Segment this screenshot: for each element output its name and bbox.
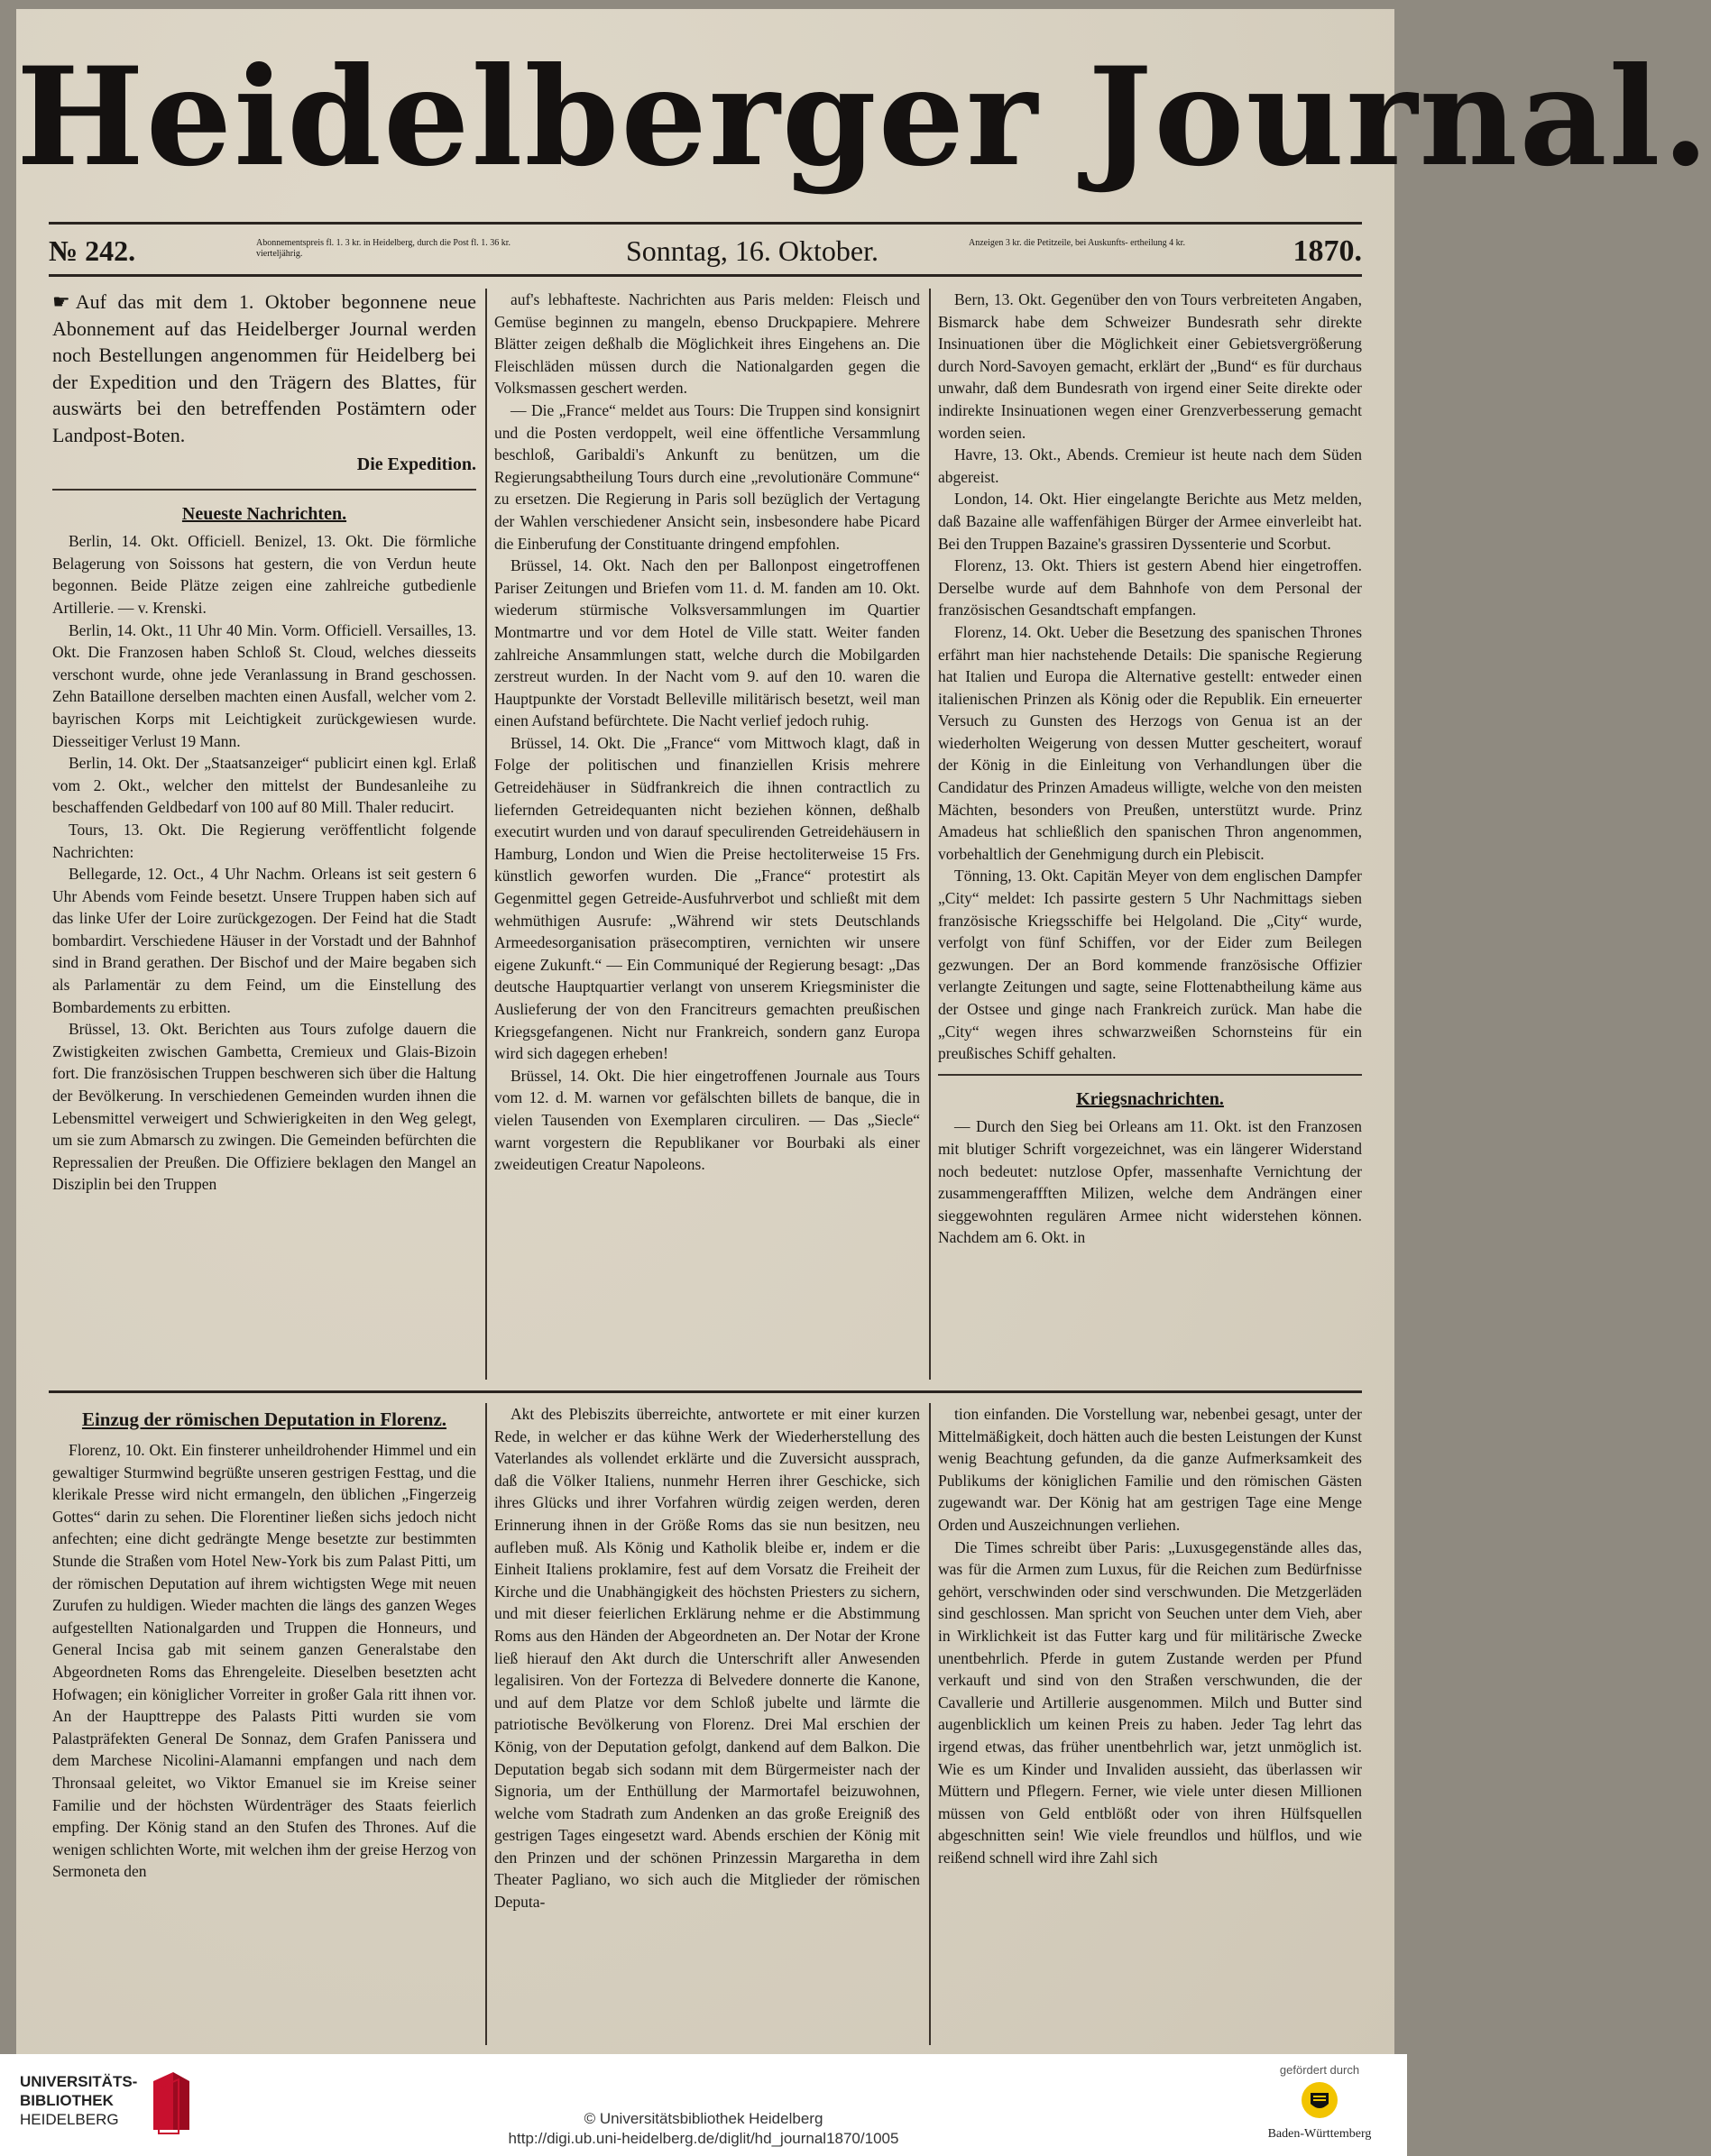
article-paragraph: — Durch den Sieg bei Orleans am 11. Okt. ist den Franzosen mit blutiger Schrift vorgezeichnet, was ein längerer Widerstand noch bedeutet: nutzlose Opfer, massenhafte Vernichtung der zusammengeraffften Milizen, welche dem Andrängen einer sieggewohnten regulären Armee nicht widerstehen können. Nachdem am 6. Okt. in <box>938 1117 1362 1247</box>
sponsor-name: Baden-Württemberg <box>1267 2127 1372 2141</box>
article-paragraph: Brüssel, 14. Okt. Die hier eingetroffenen Journale aus Tours vom 12. d. M. warnen vor gefälschten billets de banque, die in vielen Tausenden von Exemplaren circuliren. — Das „Siecle“ warnt vorgestern die Republikaner vor Bourbaki als einer zweideutigen Creatur Napoleons. <box>494 1066 920 1174</box>
pointing-hand-icon: ☛ <box>52 290 70 313</box>
footer <box>0 2054 1407 2156</box>
war-news-rule <box>938 1074 1362 1076</box>
article-paragraph: Berlin, 14. Okt. Der „Staatsanzeiger“ publicirt einen kgl. Erlaß vom 2. Okt., welcher den mittelst der Bundesanleihe zu beschaffenden Geldbedarf von 100 auf 80 Mill. Thaler reducirt. <box>52 754 476 817</box>
top-rule <box>49 222 1362 225</box>
column-3 <box>938 289 1362 1380</box>
column-2 <box>494 289 920 1380</box>
article-paragraph: Brüssel, 14. Okt. Die „France“ vom Mittwoch klagt, daß in Folge der politischen und finanziellen Krisis mehrere Getreidehäuser in Südfrankreich die ihnen contractlich zu liefernden Getreidequanten nicht beziehen können, deßhalb executirt wurden und von darauf speculirenden Getreidehäusern in Hamburg, London und Wien die Preise hectoliterweise 15 Frs. künstlich geworfen wurden. Die „France“ protestirt als Gegenmittel gegen Getreide-Ausfuhrverbot und schließt mit dem wehmüthigen Ausrufe: „Während wir stets Deutschlands Armeedesorganisation präsecomptiren, vernichten wir unsere eigene Zukunft.“ — Ein Communiqué der Regierung besagt: „Das deutsche Hauptquartier verlangt von unserem Kriegsminister die Auslieferung der von den Francitreurs gemachten preußischen Kriegsgefangenen. Nicht nur Frankreich, sondern ganz Europa wird sich dagegen erheben! <box>494 733 920 1063</box>
feuilleton-column-1 <box>52 1403 476 2045</box>
issue-date: Sonntag, 16. Oktober. <box>626 234 878 267</box>
article-paragraph: Florenz, 14. Okt. Ueber die Besetzung des spanischen Thrones erfährt man hier nachstehende Details: Die spanische Regierung hat Italien und Europa die Alternative gestellt: entweder einen italienischen Prinzen als König oder die Republik. Ein erneuerter Versuch zu Gunsten des Herzogs von Genua ist an der wiederholten Weigerung von dessen Mutter gescheitert, worauf der König in die Einleitung von Verhandlungen über die Candidatur des Prinzen Amadeus willigte, welche von den meisten Mächten, besonders von Preußen, unterstützt wurde. Prinz Amadeus hat schließlich den spanischen Thron angenommen, vorbehaltlich der Genehmigung durch ein Plebiscit. <box>938 622 1362 863</box>
article-paragraph: Die Times schreibt über Paris: „Luxusgegenstände alles das, was für die Armen zum Luxus, für die Reichen zum Bedürfnisse gehört, verschwinden oder sind verschwunden. Die Metzgerläden sind geschlossen. Man spricht von Seuchen unter dem Vieh, aber in Wirklichkeit ist das Futter karg und für militärische Zwecke unentbehrlich. Pferde in gutem Zustande werden per Pfund verkauft und sind von den Straßen verschwunden, die der Cavallerie und Artillerie ausgenommen. Milch und Butter sind augenblicklich um keinen Preis zu haben. Jeder Tag lehrt das irgend etwas, das früher unentbehrlich war, jetzt unmöglich ist. Wie es um Kinder und Invaliden aussieht, das überlassen wir Müttern und Pflegern. Ferner, wie viele unter diesen Millionen müssen von Geld entblößt oder von ihren Hülfsquellen abgeschnitten sein! Wie viele freundlos und hülflos, und wie reißend schnell wird ihre Zahl sich <box>938 1537 1362 1867</box>
section-heading-kriegsnachrichten: Kriegsnachrichten. <box>1076 1088 1224 1109</box>
article-paragraph: London, 14. Okt. Hier eingelangte Berichte aus Metz melden, daß Bazaine alle waffenfähigen Bürger der Armee einverleibt hat. Bei den Truppen Bazaine's grassiren Dyssenterie und Scorbut. <box>938 490 1362 553</box>
column-1 <box>52 289 476 1380</box>
subscription-notice <box>52 289 476 448</box>
feuilleton-col2-paragraphs <box>494 1403 920 1913</box>
column-divider <box>929 1403 931 2045</box>
column-1-paragraphs <box>52 530 476 1196</box>
column-divider <box>485 1403 487 2045</box>
article-paragraph: Berlin, 14. Okt. Officiell. Benizel, 13. Okt. Die förmliche Belagerung von Soissons hat gestern, die von Verdun heute begonnen. Beide Plätze zeigen eine zahlreiche gutbedienle Artillerie. — v. Krenski. <box>52 532 476 617</box>
article-paragraph: Tönning, 13. Okt. Capitän Meyer von dem englischen Dampfer „City“ meldet: Ich passirte gestern 5 Uhr Nachmittags sieben französische Kriegsschiffe bei Helgoland. Die „City“ wurde, verfolgt von fünf Schiffen, vor der Eider zum Beilegen gezwungen. Der an Bord kommende französische Offizier verlangte Zeitungen und sagte, seine Flottenabtheilung käme aus der Ostsee und ginge nach Frankreich zurück. Man habe die „City“ wegen ihres schwarzweißen Schornsteins für ein preußisches Schiff gehalten. <box>938 867 1362 1063</box>
article-paragraph: Brüssel, 13. Okt. Berichten aus Tours zufolge dauern die Zwistigkeiten zwischen Gambetta, Cremieux und Glais-Bizoin fort. Die französischen Truppen beschweren sich über die Haltung der Bevölkerung. In verschiedenen Gemeinden wurden ihnen die Lebensmittel verweigert und Schwierigkeiten in den Weg gelegt, um sie zum Abmarsch zu zwingen. Die Gemeinden befürchten die Repressalien der Preußen. Die Offiziere beklagen den Mangel an Disziplin bei den Truppen <box>52 1020 476 1194</box>
library-line-1: UNIVERSITÄTS- <box>20 2073 138 2090</box>
copyright: © Universitätsbibliothek Heidelberg <box>584 2110 823 2127</box>
issue-number: № 242. <box>49 234 136 267</box>
column-3-paragraphs-2 <box>938 1115 1362 1249</box>
notice-signature: Die Expedition. <box>356 454 476 474</box>
dateline <box>49 234 1362 271</box>
library-line-3: HEIDELBERG <box>20 2111 119 2128</box>
notice-text: Auf das mit dem 1. Oktober begonnene neue Abonnement auf das Heidelberger Journal werden noch Bestellungen angenommen für Heidelberg bei der Expedition und den Trägern des Blattes, für auswärts bei den betreffenden Postämtern oder Landpost-Boten. <box>52 290 476 446</box>
article-paragraph: Tours, 13. Okt. Die Regierung veröffentlicht folgende Nachrichten: <box>52 820 476 861</box>
newspaper-page <box>16 9 1711 2054</box>
column-3-paragraphs <box>938 289 1362 1065</box>
feuilleton-column-2 <box>494 1403 920 2045</box>
feuilleton-col3-paragraphs <box>938 1403 1362 1868</box>
library-line-2: BIBLIOTHEK <box>20 2092 114 2109</box>
section-heading-neueste: Neueste Nachrichten. <box>181 503 347 524</box>
article-paragraph: Brüssel, 14. Okt. Nach den per Ballonpost eingetroffenen Pariser Zeitungen und Briefen vom 11. d. M. fanden am 10. Okt. wiederum stürmische Volksversammlungen im Quartier Montmartre und vor dem Hotel de Ville statt. Weiter fanden zahlreiche Ansammlungen statt, welche durch die Mobilgarden zerstreut wurden. In der Nacht vom 9. auf den 10. waren die Hauptpunkte der Vorstadt Belleville militärisch besetzt, weil man einen Aufstand befürchtete. Die Nacht verlief jedoch ruhig. <box>494 556 920 730</box>
article-paragraph: Florenz, 13. Okt. Thiers ist gestern Abend hier eingetroffen. Derselbe wurde auf dem Bahnhofe von dem Personal der französischen Gesandtschaft empfangen. <box>938 556 1362 619</box>
sponsor-label: gefördert durch <box>1279 2063 1360 2077</box>
feuilleton-column-3 <box>938 1403 1362 2045</box>
feuilleton-col1-paragraphs <box>52 1439 476 1883</box>
dateline-rule <box>49 274 1362 277</box>
article-paragraph: Bern, 13. Okt. Gegenüber den von Tours verbreiteten Angaben, Bismarck habe dem Schweizer Bundesrath sehr direkte Insinuationen über die Möglichkeit einer Gebietsvergrößerung durch Nord-Savoyen gemacht, erklärt der „Bund“ es für durchaus unwahr, daß dem Bundesrath von irgend einer Seite direkte oder indirekte Insinuationen wegen einer Grenzverbesserung gemacht worden seien. <box>938 290 1362 442</box>
column-2-paragraphs <box>494 289 920 1176</box>
article-paragraph: tion einfanden. Die Vorstellung war, nebenbei gesagt, unter der Mittelmäßigkeit, doch hätten auch die besten Leistungen der Kunst wenig Beachtung gefunden, da die ganze Aufmerksamkeit des Publikums der königlichen Familie und den römischen Gästen zugewandt war. Der König hat am gestrigen Tage eine Menge Orden und Auszeichnungen verliehen. <box>938 1405 1362 1534</box>
subscription-price: Abonnementspreis fl. 1. 3 kr. in Heidelberg, durch die Post fl. 1. 36 kr. vierteljährig. <box>256 238 511 259</box>
notice-rule <box>52 489 476 491</box>
article-paragraph: Bellegarde, 12. Oct., 4 Uhr Nachm. Orleans ist seit gestern 6 Uhr Abends vom Feinde besetzt. Unsere Truppen haben sich auf das linke Ufer der Loire zurückgezogen. Der Feind hat die Stadt bombardirt. Verschiedene Häuser in der Vorstadt und der Bahnhof sind in Brand gerathen. Der Bischof und der Maire begaben sich als Parlamentär zu dem Feind, um die Einstellung des Bombardements zu erbitten. <box>52 865 476 1016</box>
issue-year: 1870. <box>1292 234 1362 268</box>
masthead-title: Heidelberger Journal. <box>16 38 1711 197</box>
article-paragraph: Havre, 13. Okt., Abends. Cremieur ist heute nach dem Süden abgereist. <box>938 445 1362 486</box>
article-paragraph: — Die „France“ meldet aus Tours: Die Truppen sind konsignirt und die Posten verdoppelt, weil eine öffentliche Versammlung beschloß, Garibaldi's Ankunft zu benützen, um die Regierungsabtheilung Tours durch eine „revolutionäre Commune“ zu ersetzen. Die Regierung in Paris soll bezüglich der Vertagung der Wahlen verschiedener Ansicht sein, insbesondere habe Picard die Einberufung der Constituante dringend empfohlen. <box>494 400 920 553</box>
sponsor <box>1252 2063 1387 2142</box>
state-coat-of-arms-icon <box>1300 2080 1339 2120</box>
advert-price: Anzeigen 3 kr. die Petitzeile, bei Auskunfts- ertheilung 4 kr. <box>969 238 1185 248</box>
article-paragraph: Akt des Plebiszits überreichte, antwortete er mit einer kurzen Rede, in welcher er das kühne Werk der Wiederherstellung des Vaterlandes als vollendet erklärte und die Zuversicht aussprach, daß die Völker Italiens, nunmehr Herren ihrer Geschicke, sich ihres Glücks und ihrer Vorfahren würdig zeigen werden, deren Erinnerung ihnen in der Größe Roms das sie nun besitzen, neu aufleben muß. Als König und Katholik bleibe er, indem er die Einheit Italiens proklamire, fest auf dem Vorsatz die Freiheit der Kirche und die Unabhängigkeit des höchsten Priesters zu sichern, und mit dieser feierlichen Erklärung nehme er die Abstimmung Roms aus den Händen der Abgeordneten an. Der Notar der Krone ließ hierauf den Akt durch die Unterschrift aller Anwesenden legalisiren. Von der Fortezza di Belvedere donnerte die Kanone, und auf dem Platze vor dem Schloß jubelte und lärmte die patriotische Bevölkerung von Florenz. Drei Mal erschien der König, von der Deputation gefolgt, dankend auf dem Balkon. Die Deputation begab sich sodann mit dem Bürgermeister nach der Signoria, um der Enthüllung der Marmortafel beizuwohnen, welche vom Stadrath zum Andenken an das große Ereigniß des gestrigen Tages eingesetzt ward. Abends erschien der König mit den Prinzen und der schönen Prinzessin Margaretha in dem Theater Pagliano, wo sich auch die Mitglieder der römischen Deputa- <box>494 1405 920 1912</box>
article-paragraph: auf's lebhafteste. Nachrichten aus Paris melden: Fleisch und Gemüse beginnen zu mangeln, ebenso Druckpapiere. Mehrere Blätter zeigen deßhalb die Möglichkeit ihres Eingehens an. Die Fleischläden müssen durch die Nationalgarden gegen die Volksmassen geschert werden. <box>494 290 920 398</box>
article-paragraph: Berlin, 14. Okt., 11 Uhr 40 Min. Vorm. Officiell. Versailles, 13. Okt. Die Franzosen haben Schloß St. Cloud, welches diesseits verschont wurde, ohne jede Veranlassung in Brand geschossen. Zehn Bataillone derselben machten einen Ausfall, welcher vom 2. bayrischen Korps mit Leichtigkeit zurückgewiesen wurde. Diesseitiger Verlust 19 Mann. <box>52 620 476 750</box>
column-divider <box>485 289 487 1380</box>
column-divider <box>929 289 931 1380</box>
feuilleton-heading: Einzug der römischen Deputation in Florenz. <box>81 1408 447 1430</box>
article-paragraph: Florenz, 10. Okt. Ein finsterer unheildrohender Himmel und ein gewaltiger Sturmwind begrüßte unseren gestrigen Festtag, und die klerikale Presse wird nicht ermangeln, den üblichen „Fingerzeig Gottes“ darin zu sehen. Die Florentiner ließen sichs jedoch nicht anfechten; eine dicht gedrängte Menge besetzte zur bestimmten Stunde die Straßen vom Hotel New-York bis zum Palast Pitti, um der römischen Deputation auf ihrem wichtigsten Wege mit neuen Zurufen zu huldigen. Wieder machten die längs des ganzen Weges aufgestellten Nationalgarden und Truppen die Honneurs, und General Incisa gab mit seinem ganzen Generalstabe den Abgeordneten Roms das Ehrengeleite. Dieselben besetzten acht Hofwagen; ein königlicher Vorreiter in großer Gala ritt ihnen vor. An der Haupttreppe des Palasts Pitti wurden sie vom Palastpräfekten General De Sonnaz, dem Grafen Panissera und dem Marchese Nicolini-Alamanni empfangen und nach dem Thronsaal geleitet, wo Viktor Emanuel sie im Kreise seiner Familie und der höchsten Würdenträger des Staats feierlich empfing. Der König stand an den Stufen des Thrones. Auf die wenigen schlichten Worte, mit welchen ihm der greise Herzog von Sermoneta den <box>52 1441 476 1881</box>
source-url[interactable]: http://digi.ub.uni-heidelberg.de/diglit/hd_journal1870/1005 <box>508 2130 899 2147</box>
feuilleton-rule <box>49 1390 1362 1393</box>
